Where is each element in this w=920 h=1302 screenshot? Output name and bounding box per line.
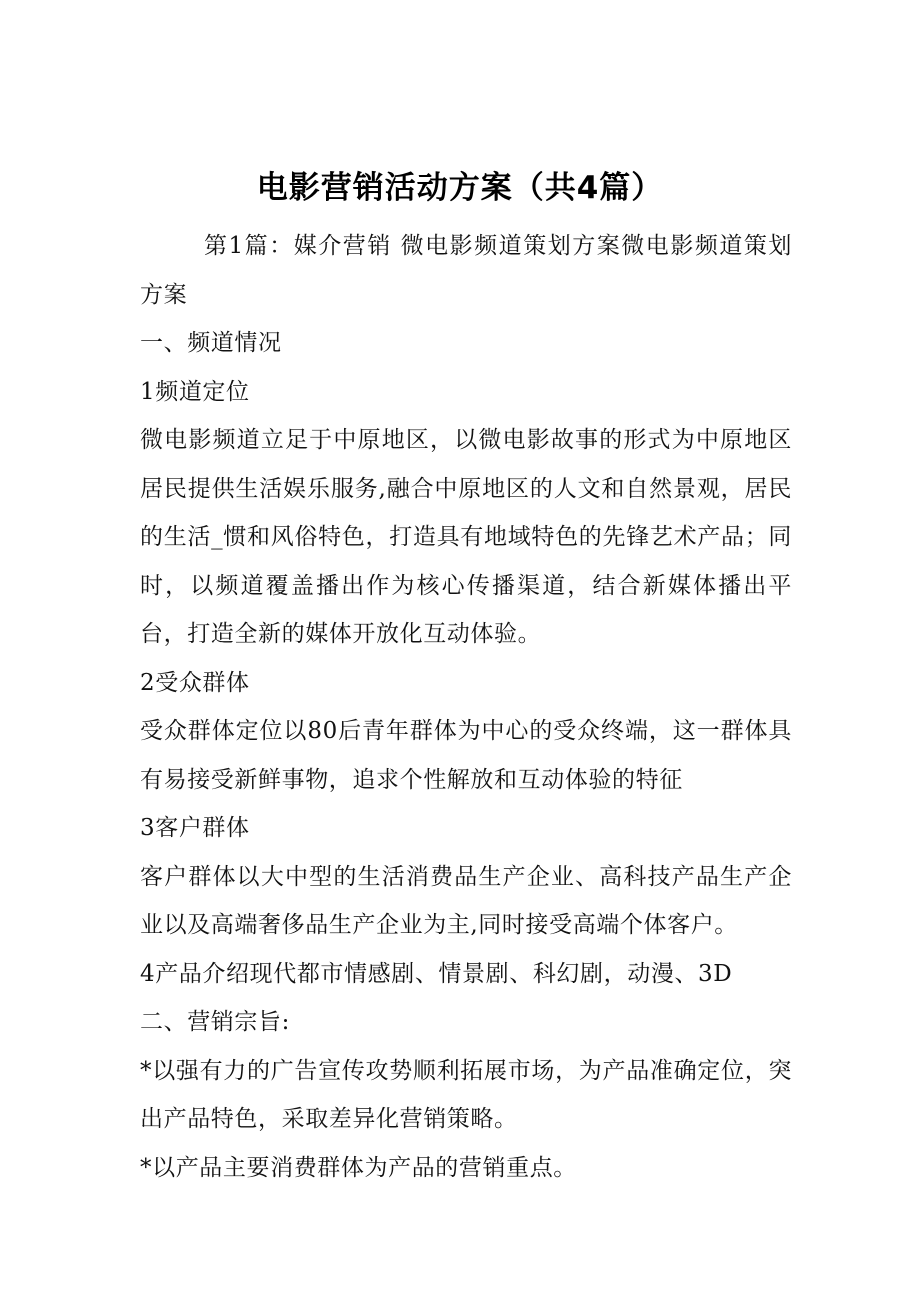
section-heading-channel-overview: 一、频道情况 (140, 330, 282, 356)
paragraph-clients: 客户群体以大中型的生活消费品生产企业、高科技产品生产企业以及高端奢侈品生产企业为主,同时接受高端个体客户。 (140, 863, 792, 938)
paragraph-channel-positioning: 微电影频道立足于中原地区，以微电影故事的形式为中原地区居民提供生活娱乐服务,融合中原地区的人文和自然景观，居民的生活_惯和风俗特色，打造具有地域特色的先锋艺术产品；同时，以频道覆盖播出作为核心传播渠道，结合新媒体播出平台，打造全新的媒体开放化互动体验。 (140, 427, 792, 647)
subheading-channel-positioning: 1频道定位 (140, 378, 250, 405)
bullet-item-target-group: *以产品主要消费群体为产品的营销重点。 (140, 1154, 577, 1181)
bullet-item-advertising: *以强有力的广告宣传攻势顺利拓展市场，为产品准确定位，突出产品特色，采取差异化营销策略。 (140, 1057, 792, 1132)
paragraph-products: 4产品介绍现代都市情感剧、情景剧、科幻剧，动漫、3D (140, 960, 733, 987)
subheading-clients: 3客户群体 (140, 815, 250, 841)
section-heading-marketing-purpose: 二、营销宗旨: (140, 1009, 290, 1035)
subheading-audience: 2受众群体 (140, 669, 250, 696)
document-body (140, 222, 792, 1192)
paragraph-chapter-heading: 第1篇：媒介营销 微电影频道策划方案微电影频道策划方案 (140, 233, 792, 308)
paragraph-audience: 受众群体定位以80后青年群体为中心的受众终端，这一群体具有易接受新鲜事物，追求个性解放和互动体验的特征 (140, 718, 792, 793)
document-title: 电影营销活动方案（共4篇） (256, 169, 664, 206)
